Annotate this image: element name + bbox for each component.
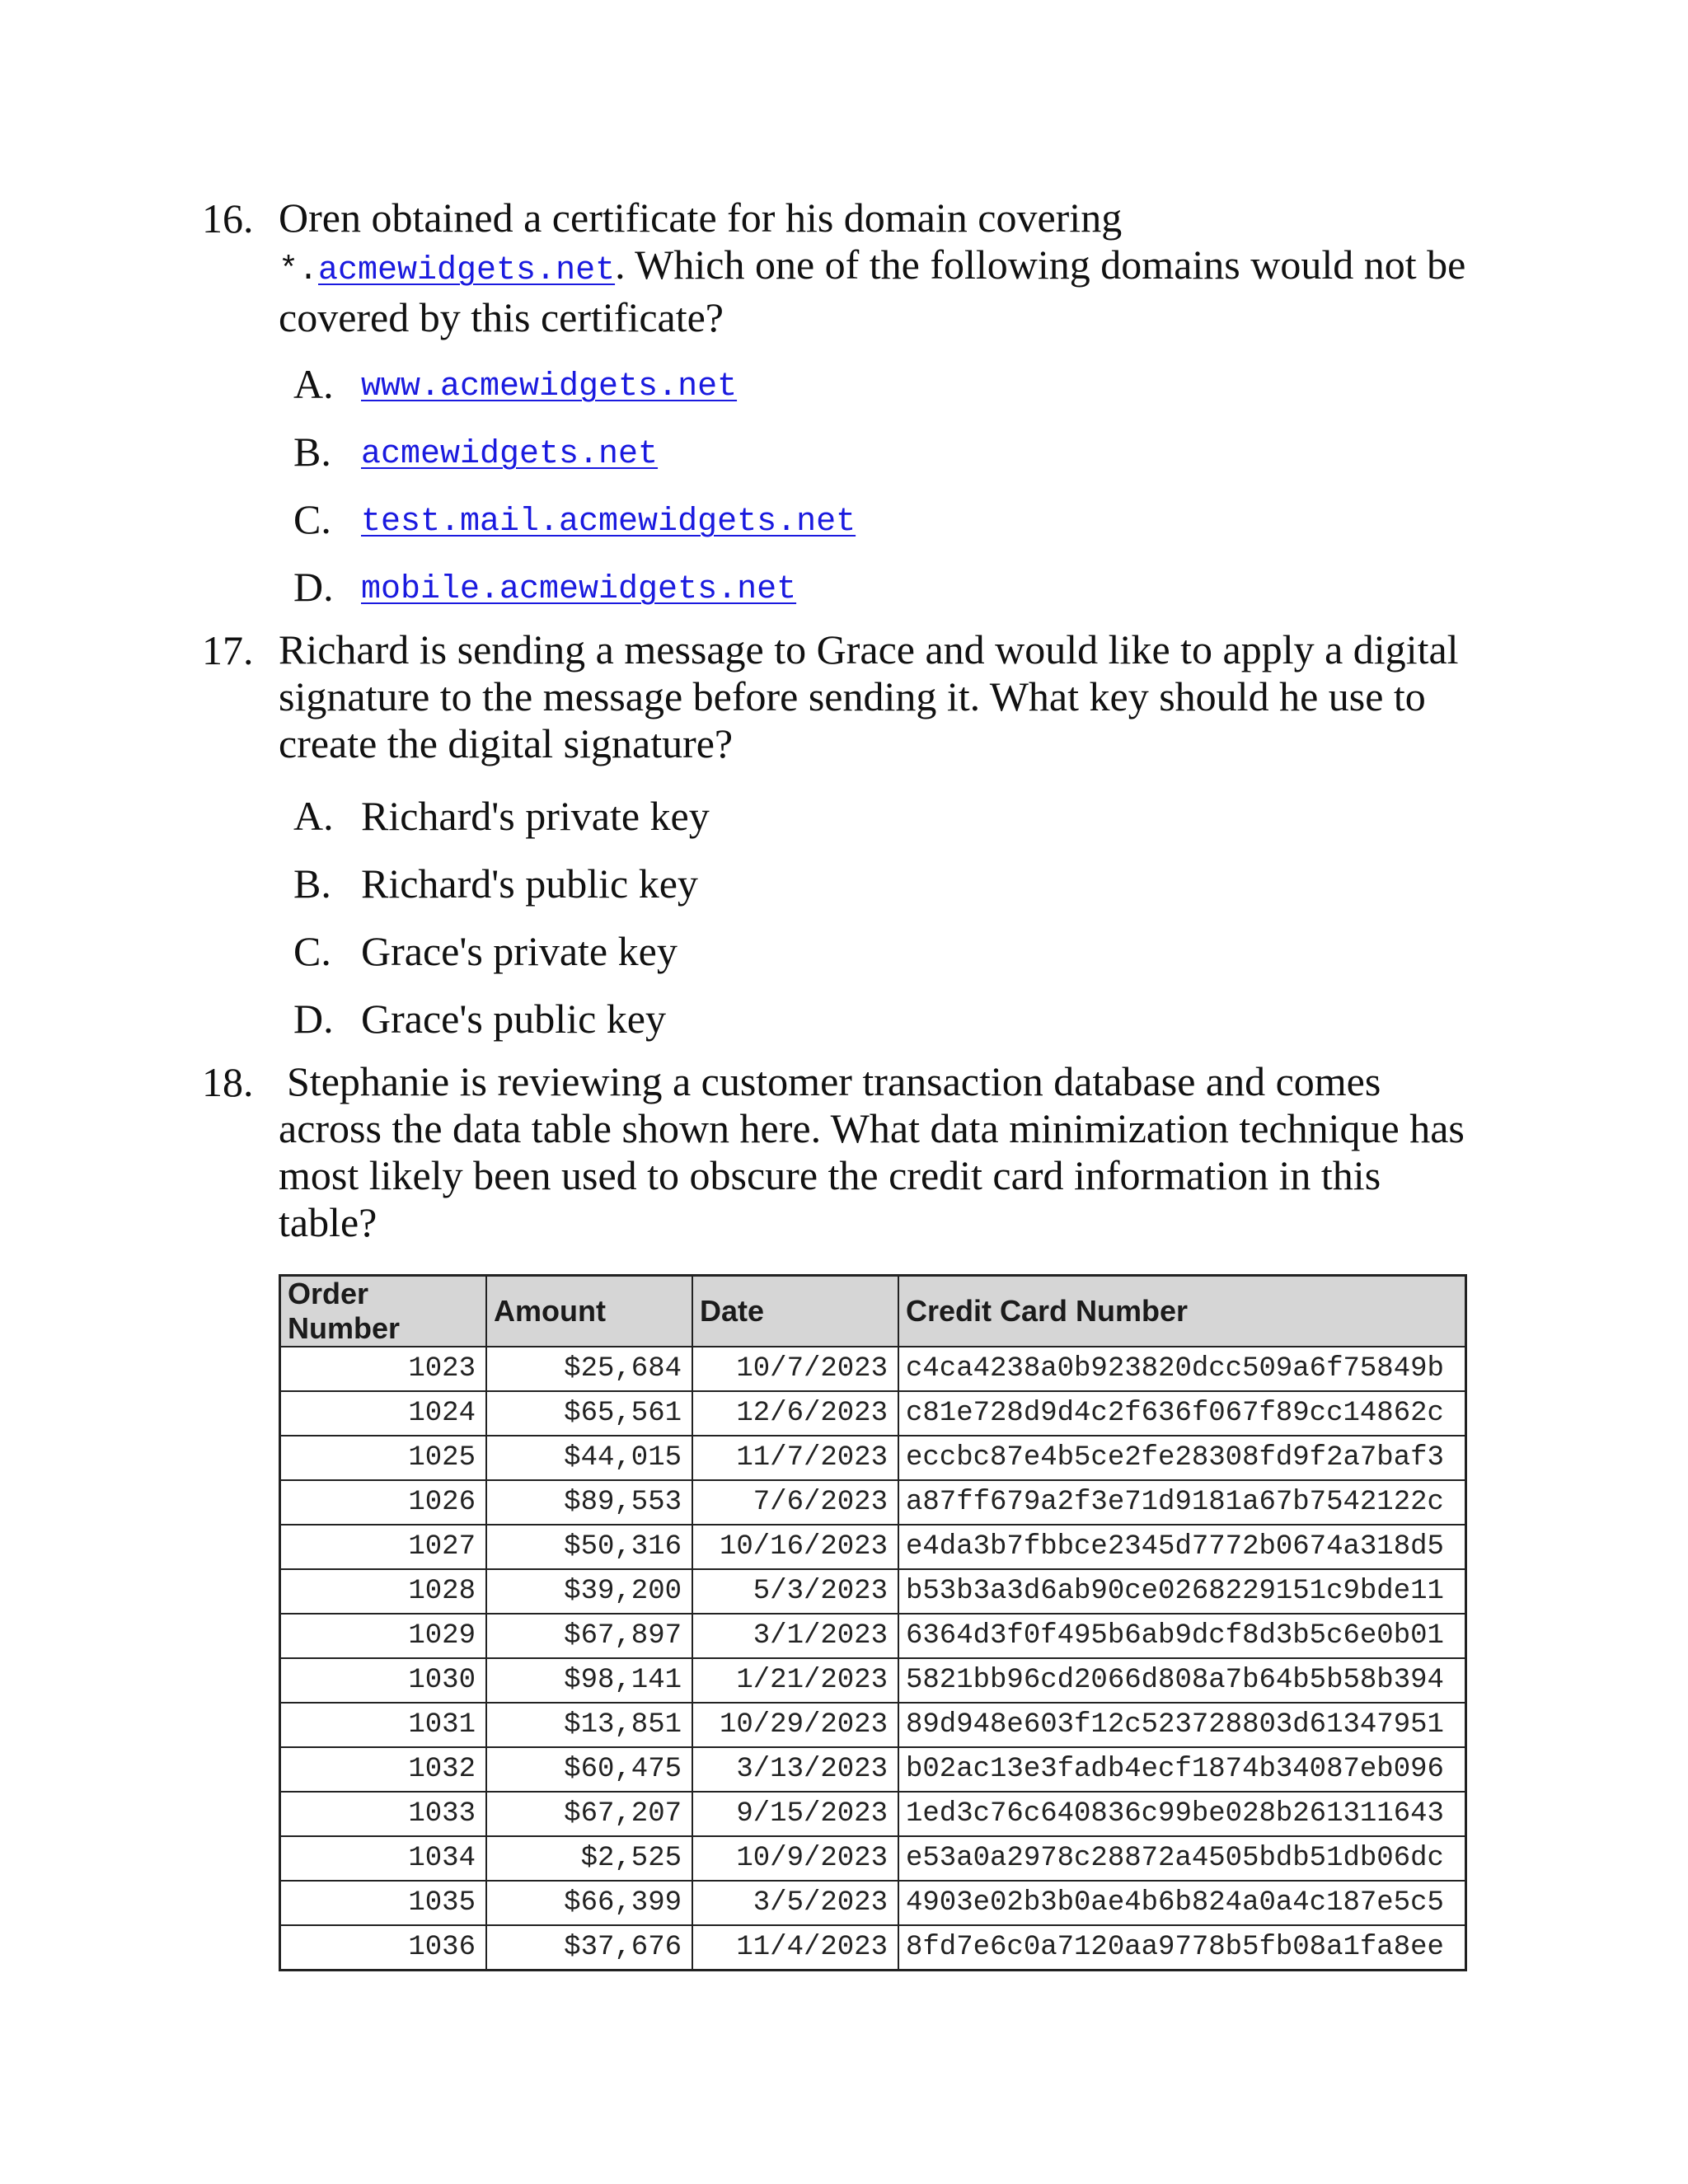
question-text: Stephanie is reviewing a customer transaction database and comes across the data table shown here. What data minimization technique has most likely been used to obscure the credit card information in this table? [279, 1058, 1465, 1245]
table-row [280, 1480, 1466, 1525]
option-link[interactable]: test.mail.acmewidgets.net [361, 504, 856, 541]
amount-cell: $98,141 [486, 1658, 692, 1703]
table-row [280, 1525, 1466, 1569]
order-number-cell: 1031 [280, 1703, 487, 1747]
date-cell: 3/13/2023 [692, 1747, 898, 1792]
order-number-cell: 1026 [280, 1480, 487, 1525]
wildcard-domain-link[interactable]: acmewidgets.net [318, 252, 616, 289]
option-letter: A. [293, 793, 334, 839]
order-number-cell: 1035 [280, 1881, 487, 1925]
table-row [280, 1436, 1466, 1480]
option-17-d[interactable] [0, 994, 1688, 1043]
table-row [280, 1792, 1466, 1836]
table-row [280, 1658, 1466, 1703]
credit-card-number-cell: c4ca4238a0b923820dcc509a6f75849b [898, 1347, 1466, 1391]
date-cell: 10/9/2023 [692, 1836, 898, 1881]
column-header-order-number: Order Number [280, 1276, 487, 1347]
credit-card-number-cell: b53b3a3d6ab90ce0268229151c9bde11 [898, 1569, 1466, 1614]
credit-card-number-cell: 4903e02b3b0ae4b6b824a0a4c187e5c5 [898, 1881, 1466, 1925]
order-number-cell: 1033 [280, 1792, 487, 1836]
credit-card-number-cell: eccbc87e4b5ce2fe28308fd9f2a7baf3 [898, 1436, 1466, 1480]
option-17-a[interactable] [0, 791, 1688, 841]
column-header-amount: Amount [486, 1276, 692, 1347]
table-row [280, 1569, 1466, 1614]
order-number-cell: 1032 [280, 1747, 487, 1792]
credit-card-number-cell: b02ac13e3fadb4ecf1874b34087eb096 [898, 1747, 1466, 1792]
option-letter: C. [293, 928, 331, 974]
option-17-b[interactable] [0, 859, 1688, 908]
column-header-date: Date [692, 1276, 898, 1347]
wildcard-prefix: *. [279, 252, 319, 289]
question-text-part: . Which one of the following domains would not be covered by this certificate? [279, 241, 1466, 340]
amount-cell: $44,015 [486, 1436, 692, 1480]
option-letter: C. [293, 496, 331, 542]
amount-cell: $66,399 [486, 1881, 692, 1925]
amount-cell: $89,553 [486, 1480, 692, 1525]
amount-cell: $13,851 [486, 1703, 692, 1747]
date-cell: 11/4/2023 [692, 1925, 898, 1971]
amount-cell: $67,207 [486, 1792, 692, 1836]
order-number-cell: 1024 [280, 1391, 487, 1436]
question-number: 18. [202, 1059, 254, 1105]
option-letter: B. [293, 860, 331, 907]
credit-card-number-cell: 5821bb96cd2066d808a7b64b5b58b394 [898, 1658, 1466, 1703]
credit-card-number-cell: e53a0a2978c28872a4505bdb51db06dc [898, 1836, 1466, 1881]
date-cell: 10/7/2023 [692, 1347, 898, 1391]
date-cell: 3/1/2023 [692, 1614, 898, 1658]
option-text: Grace's private key [361, 928, 678, 974]
date-cell: 9/15/2023 [692, 1792, 898, 1836]
amount-cell: $67,897 [486, 1614, 692, 1658]
column-header-credit-card-number: Credit Card Number [898, 1276, 1466, 1347]
amount-cell: $25,684 [486, 1347, 692, 1391]
option-letter: D. [293, 996, 334, 1042]
amount-cell: $65,561 [486, 1391, 692, 1436]
order-number-cell: 1036 [280, 1925, 487, 1971]
option-link[interactable]: www.acmewidgets.net [361, 368, 738, 405]
question-number: 17. [202, 627, 254, 673]
order-number-cell: 1027 [280, 1525, 487, 1569]
date-cell: 7/6/2023 [692, 1480, 898, 1525]
order-number-cell: 1025 [280, 1436, 487, 1480]
option-text: Richard's public key [361, 860, 698, 907]
option-17-c[interactable] [0, 926, 1688, 976]
option-16-c[interactable] [0, 494, 1688, 544]
table-row [280, 1391, 1466, 1436]
date-cell: 1/21/2023 [692, 1658, 898, 1703]
amount-cell: $39,200 [486, 1569, 692, 1614]
option-link[interactable]: mobile.acmewidgets.net [361, 571, 797, 608]
date-cell: 10/16/2023 [692, 1525, 898, 1569]
option-text: Richard's private key [361, 793, 710, 839]
table-body [280, 1347, 1466, 1971]
order-number-cell: 1023 [280, 1347, 487, 1391]
order-number-cell: 1034 [280, 1836, 487, 1881]
credit-card-number-cell: 1ed3c76c640836c99be028b261311643 [898, 1792, 1466, 1836]
option-16-d[interactable] [0, 562, 1688, 612]
date-cell: 3/5/2023 [692, 1881, 898, 1925]
option-text: Grace's public key [361, 996, 666, 1042]
table-row [280, 1347, 1466, 1391]
table-header-row [280, 1276, 1466, 1347]
table-row [280, 1747, 1466, 1792]
amount-cell: $60,475 [486, 1747, 692, 1792]
transaction-table [279, 1274, 1467, 1971]
question-text [279, 194, 1474, 341]
amount-cell: $50,316 [486, 1525, 692, 1569]
option-letter: D. [293, 564, 334, 610]
option-16-b[interactable] [0, 427, 1688, 476]
table-row [280, 1836, 1466, 1881]
table-row [280, 1925, 1466, 1971]
date-cell: 11/7/2023 [692, 1436, 898, 1480]
question-number: 16. [202, 195, 254, 241]
credit-card-number-cell: e4da3b7fbbce2345d7772b0674a318d5 [898, 1525, 1466, 1569]
option-link[interactable]: acmewidgets.net [361, 436, 659, 473]
date-cell: 10/29/2023 [692, 1703, 898, 1747]
table-row [280, 1614, 1466, 1658]
credit-card-number-cell: 6364d3f0f495b6ab9dcf8d3b5c6e0b01 [898, 1614, 1466, 1658]
order-number-cell: 1029 [280, 1614, 487, 1658]
amount-cell: $2,525 [486, 1836, 692, 1881]
date-cell: 12/6/2023 [692, 1391, 898, 1436]
order-number-cell: 1030 [280, 1658, 487, 1703]
table-row [280, 1881, 1466, 1925]
credit-card-number-cell: 8fd7e6c0a7120aa9778b5fb08a1fa8ee [898, 1925, 1466, 1971]
table-row [280, 1703, 1466, 1747]
amount-cell: $37,676 [486, 1925, 692, 1971]
option-letter: B. [293, 429, 331, 475]
question-text: Richard is sending a message to Grace and would like to apply a digital signature to the message before sending it. What key should he use to create the digital signature? [279, 626, 1459, 766]
question-text-part: Oren obtained a certificate for his domain covering [279, 194, 1123, 241]
credit-card-number-cell: a87ff679a2f3e71d9181a67b7542122c [898, 1480, 1466, 1525]
order-number-cell: 1028 [280, 1569, 487, 1614]
option-letter: A. [293, 361, 334, 407]
option-16-a[interactable] [0, 359, 1688, 409]
date-cell: 5/3/2023 [692, 1569, 898, 1614]
credit-card-number-cell: 89d948e603f12c523728803d61347951 [898, 1703, 1466, 1747]
credit-card-number-cell: c81e728d9d4c2f636f067f89cc14862c [898, 1391, 1466, 1436]
